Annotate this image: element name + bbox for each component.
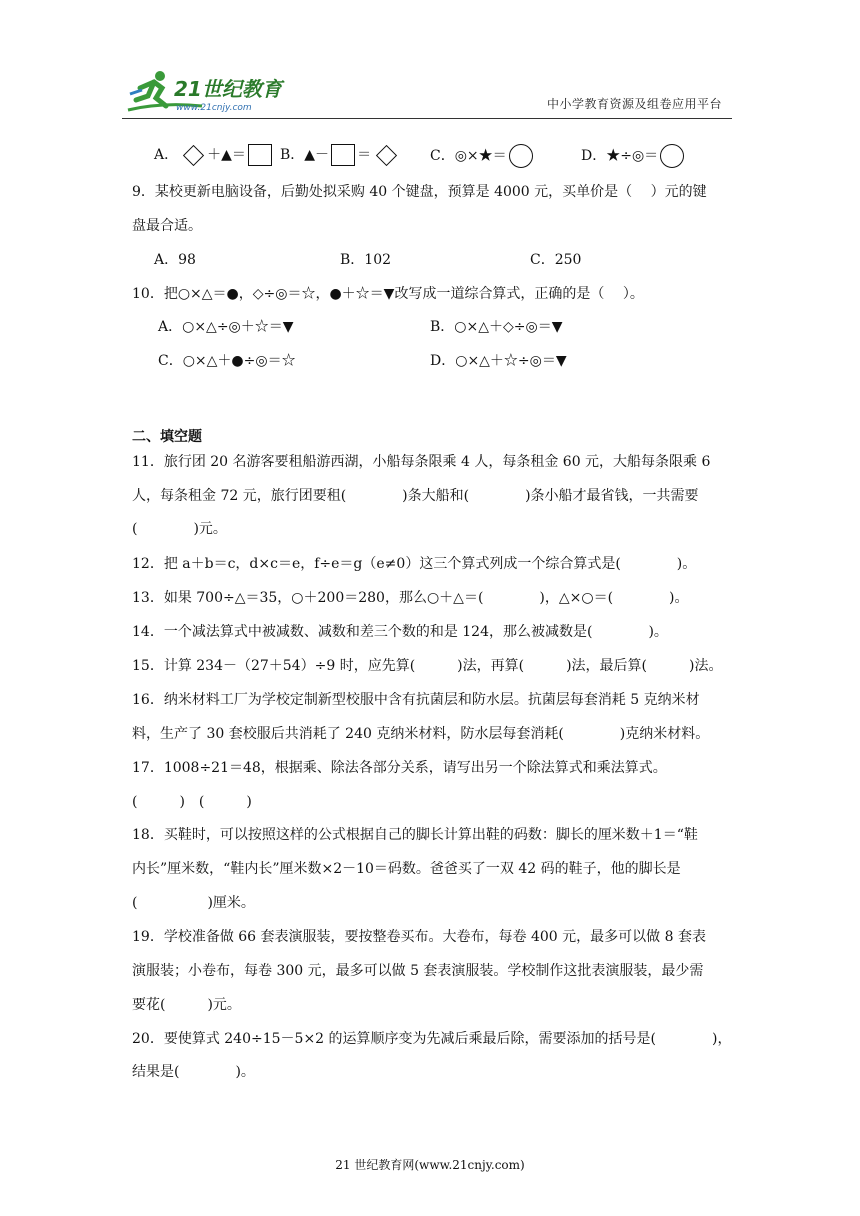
q16-line2: 料，生产了 30 套校服后共消耗了 240 克纳米材料，防水层每套消耗( )克纳米材料。 [132,726,710,742]
q17-line2: ( ) ( ) [132,794,252,810]
header-divider [122,118,732,119]
diamond-icon [183,144,204,165]
q8-option-b: B．▲－ ＝ [280,144,400,166]
q9-line1: 9．某校更新电脑设备，后勤处拟采购 40 个键盘，预算是 4000 元，买单价是（ ）元的键 [132,184,707,200]
q11-line3: ( )元。 [132,521,227,537]
q8-option-d: D．★÷◎＝ [581,144,686,168]
q18-line3: ( )厘米。 [132,895,255,911]
q9-option-a: A．98 [154,252,196,268]
platform-title: 中小学教育资源及组卷应用平台 [547,97,723,111]
q10-line1: 10．把○×△＝●，◇÷◎＝☆，●＋☆＝▼改写成一道综合算式，正确的是（ ）。 [132,286,644,302]
q10-option-c: C．○×△＋●÷◎＝☆ [158,353,296,369]
q10-option-b: B．○×△＋◇÷◎＝▼ [430,319,563,335]
q20-line1: 20．要使算式 240÷15－5×2 的运算顺序变为先减后乘最后除，需要添加的括号是( )， [132,1031,732,1047]
q8-option-a: A． ＋▲＝ [154,144,274,166]
section-title: 二、填空题 [132,429,202,445]
q17-line1: 17．1008÷21＝48，根据乘、除法各部分关系，请写出另一个除法算式和乘法算式。 [132,760,667,776]
q9-option-c: C．250 [530,252,582,268]
circle-icon [660,144,684,168]
q9-option-b: B．102 [340,252,392,268]
q15: 15．计算 234－（27＋54）÷9 时，应先算( )法，再算( )法，最后算( )法。 [132,658,723,674]
diamond-icon [376,144,397,165]
square-icon [248,144,272,166]
q10-option-d: D．○×△＋☆÷◎＝▼ [430,353,567,369]
q19-line2: 演服装；小卷布，每卷 300 元，最多可以做 5 套表演服装。学校制作这批表演服装，最少需 [132,963,704,979]
q19-line1: 19．学校准备做 66 套表演服装，要按整卷买布。大卷布，每卷 400 元，最多可以做 8 套表 [132,929,706,945]
q13: 13．如果 700÷△＝35，○＋200＝280，那么○＋△＝( )，△×○＝( )。 [132,590,689,606]
q12: 12．把 a＋b＝c，d×c＝e，f÷e＝g（e≠0）这三个算式列成一个综合算式是( )。 [132,556,697,572]
page-header [0,0,860,120]
q11-line1: 11．旅行团 20 名游客要租船游西湖，小船每条限乘 4 人，每条租金 60 元，大船每条限乘 6 [132,454,711,470]
q8-option-c: C．◎×★＝ [430,144,535,168]
q16-line1: 16．纳米材料工厂为学校定制新型校服中含有抗菌层和防水层。抗菌层每套消耗 5 克纳米材 [132,692,700,708]
q9-line2: 盘最合适。 [132,218,202,234]
q18-line2: 内长”厘米数，“鞋内长”厘米数×2－10＝码数。爸爸买了一双 42 码的鞋子，他的脚长是 [132,861,681,877]
q20-line2: 结果是( )。 [132,1064,255,1080]
svg-text:www.21cnjy.com: www.21cnjy.com [176,103,252,113]
circle-icon [509,144,533,168]
q11-line2: 人，每条租金 72 元，旅行团要租( )条大船和( )条小船才最省钱，一共需要 [132,488,699,504]
page-footer: 21 世纪教育网(www.21cnjy.com) [335,1158,525,1172]
q10-option-a: A．○×△÷◎＋☆＝▼ [158,319,294,335]
q14: 14．一个减法算式中被减数、减数和差三个数的和是 124，那么被减数是( )。 [132,624,668,640]
square-icon [331,144,355,166]
svg-text:21世纪教育: 21世纪教育 [174,77,282,101]
q18-line1: 18．买鞋时，可以按照这样的公式根据自己的脚长计算出鞋的码数：脚长的厘米数＋1＝“鞋 [132,827,698,843]
q19-line3: 要花( )元。 [132,997,241,1013]
logo-21cnjy [122,66,292,116]
